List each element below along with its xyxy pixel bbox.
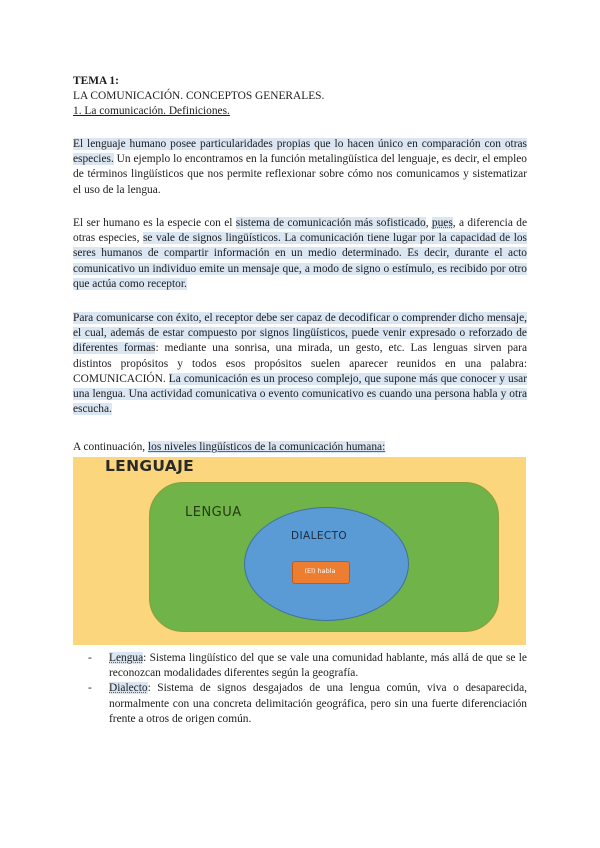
text-span: , [425, 217, 432, 229]
highlight-span: Para comunicarse con éxito, el receptor debe ser capaz de decodificar o comprender dicho mensaje, el cual, además de estar compuesto por signos lingüísticos, puede venir expresado o reforzado de diferentes formas [73, 312, 527, 355]
text-span: : mediante una sonrisa, una mirada, un gesto, etc. Las lenguas sirven para distintos propósitos y todos esos propósitos suelen aparecer reunidos en una palabra: COMUNICACIÓN. [73, 342, 527, 385]
definition-text: : Sistema lingüístico del que se vale una comunidad hablante, más allá de que se le reconozcan modalidades diferentes según la geografía. [109, 652, 527, 680]
lengua-label: LENGUA [185, 505, 242, 520]
section-title: 1. La comunicación. Definiciones. [73, 105, 230, 118]
definition-text: : Sistema de signos desgajados de una lengua común, viva o desaparecida, normalmente con una concreta delimitación geográfica, pero sin una fuerte diferenciación frente a otros de origen común. [109, 682, 527, 725]
highlight-span: . La comunicación tiene lugar por la capacidad de los seres humanos de compartir información en un medio determinado. Es decir, durante el acto comunicativo un individuo emite un mensaje que, a modo de signo o estímulo, es recibido por otro que actúa como receptor. [73, 232, 527, 290]
highlight-span: La comunicación es un proceso complejo, que supone más que conocer y usar una lengua. Una actividad comunicativa o evento comunicativo es cuando una persona habla y otra escucha. [73, 372, 528, 416]
term-dialecto: Dialecto [109, 682, 148, 695]
highlight-span: sistema de comunicación más sofisticado [235, 217, 426, 229]
highlight-span: pues [431, 217, 453, 229]
text-span: Un ejemplo lo encontramos en la función metalingüística del lenguaje, es decir, el empleo de términos lingüísticos que nos permite reflexionar sobre cómo nos comunicamos y sistematizar el uso de la lengua. [73, 153, 527, 196]
bullet: - [88, 682, 92, 695]
paragraph-3 [73, 311, 527, 417]
heading-block [73, 74, 527, 120]
tema-label: TEMA 1: [73, 75, 119, 87]
text-span: , a diferencia de otras especies, [73, 217, 528, 245]
levels-diagram [73, 457, 526, 645]
term-lengua: Lengua [109, 652, 144, 664]
list-item [88, 651, 527, 681]
list-item [88, 681, 527, 727]
highlight-span: los niveles lingüísticos de la comunicación humana: [147, 441, 386, 453]
paragraph-1 [73, 137, 527, 198]
text-span: El ser humano es la especie con el [73, 217, 236, 229]
page-title: LA COMUNICACIÓN. CONCEPTOS GENERALES. [73, 90, 325, 103]
highlight-span: El lenguaje humano posee particularidades propias que lo hacen único en comparación con otras especies. [73, 138, 527, 166]
bullet: - [88, 652, 92, 664]
highlight-span: se vale de signos lingüísticos [143, 232, 278, 245]
text-span: A continuación, [73, 441, 148, 453]
paragraph-2 [73, 216, 527, 292]
paragraph-4 [73, 440, 527, 455]
lenguaje-label: LENGUAJE [105, 457, 195, 475]
habla-label: (El) habla [304, 567, 336, 575]
definitions-list [88, 651, 527, 727]
dialecto-label: DIALECTO [291, 530, 348, 542]
